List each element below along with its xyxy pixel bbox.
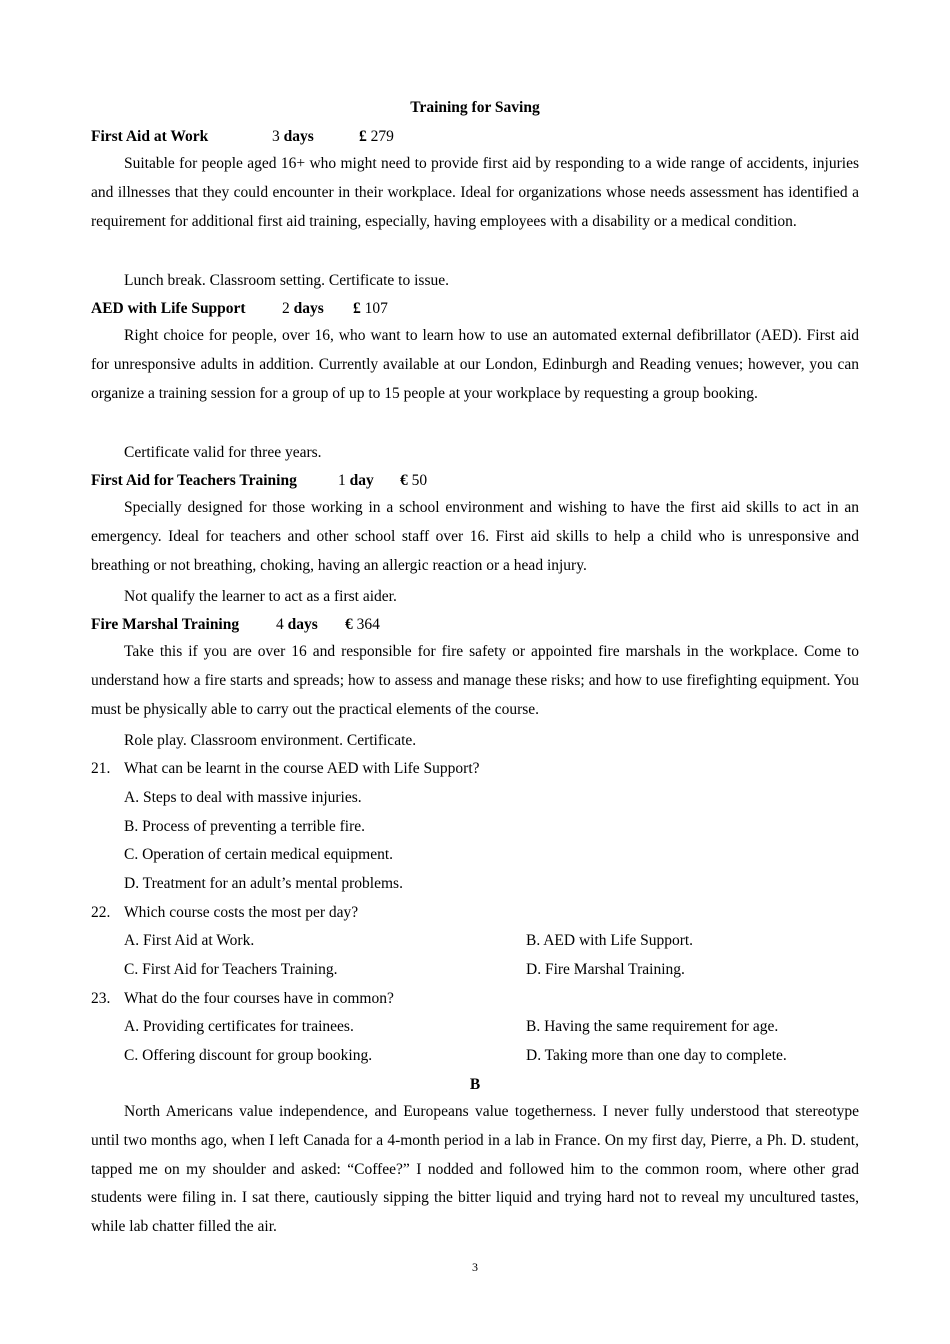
- course-days-label: days: [283, 128, 314, 145]
- course-days-number: 4: [276, 616, 284, 633]
- answer-option: A. Providing certificates for trainees.: [124, 1018, 354, 1035]
- course-name: First Aid at Work: [91, 128, 209, 145]
- passage-paragraph: North Americans value independence, and Europeans value togetherness. I never fully understood that stereotype until two months ago, when I left Canada for a 4-month period in a lab in France. On my first day, Pierre, a Ph. D. student, tapped me on my shoulder and asked: “Coffee?” I nodded and followed him to the common room, where other grad students were filing in. I sat there, cautiously sipping the bitter liquid and trying hard not to reveal my uncultured tastes, while lab chatter filled the air.: [91, 1103, 859, 1236]
- course-name: First Aid for Teachers Training: [91, 472, 297, 489]
- question-number: 21.: [91, 760, 111, 777]
- answer-option: B. Process of preventing a terrible fire.: [124, 818, 366, 835]
- course-description: Specially designed for those working in a school environment and wishing to have the first aid skills to act in an emergency. Ideal for teachers and other school staff over 16. First aid skills to help a child who is unresponsive and breathing or not breathing, choking, having an allergic reaction or a head injury.: [91, 499, 859, 574]
- course-header: [91, 126, 394, 148]
- course-name: AED with Life Support: [91, 300, 246, 317]
- course-header: [91, 470, 427, 492]
- question-number: 23.: [91, 990, 111, 1007]
- answer-option: A. Steps to deal with massive injuries.: [124, 789, 362, 806]
- answer-option: B. AED with Life Support.: [526, 932, 694, 949]
- course-note: Not qualify the learner to act as a first aider.: [124, 588, 397, 605]
- course-price: 50: [411, 472, 428, 489]
- course-days-label: days: [287, 616, 318, 633]
- course-price: 364: [356, 616, 380, 633]
- course-days-label: day: [349, 472, 374, 489]
- question-number: 22.: [91, 904, 111, 921]
- answer-option: A. First Aid at Work.: [124, 932, 255, 949]
- question-text: Which course costs the most per day?: [124, 904, 359, 921]
- course-name: Fire Marshal Training: [91, 616, 240, 633]
- course-note: Certificate valid for three years.: [124, 444, 322, 461]
- course-days-number: 1: [338, 472, 346, 489]
- course-note: Lunch break. Classroom setting. Certificate to issue.: [124, 272, 449, 289]
- course-header: [91, 614, 380, 636]
- currency-symbol: €: [400, 472, 408, 489]
- answer-option: C. Operation of certain medical equipment.: [124, 846, 394, 863]
- section-heading: B: [469, 1076, 481, 1093]
- question-text: What do the four courses have in common?: [124, 990, 394, 1007]
- answer-option: D. Fire Marshal Training.: [526, 961, 685, 978]
- course-header: [91, 298, 388, 320]
- answer-option: C. First Aid for Teachers Training.: [124, 961, 338, 978]
- course-note: Role play. Classroom environment. Certificate.: [124, 732, 417, 749]
- course-description: Right choice for people, over 16, who want to learn how to use an automated external defibrillator (AED). First aid for unresponsive adults in addition. Currently available at our London, Edinburgh and Reading venues; however, you can organize a training session for a group of up to 15 people at your workplace by requesting a group booking.: [91, 327, 859, 402]
- course-description: Take this if you are over 16 and responsible for fire safety or appointed fire marshals in the workplace. Come to understand how a fire starts and spreads; how to assess and manage these risks; and how to use firefighting equipment. You must be physically able to carry out the practical elements of the course.: [91, 643, 859, 718]
- course-price: 107: [364, 300, 388, 317]
- answer-option: D. Taking more than one day to complete.: [526, 1047, 787, 1064]
- course-price: 279: [370, 128, 394, 145]
- course-days-number: 2: [282, 300, 290, 317]
- page-title: Training for Saving: [410, 99, 540, 116]
- page-number: 3: [472, 1260, 478, 1274]
- answer-option: B. Having the same requirement for age.: [526, 1018, 779, 1035]
- currency-symbol: £: [353, 300, 361, 317]
- answer-option: C. Offering discount for group booking.: [124, 1047, 373, 1064]
- question-text: What can be learnt in the course AED with Life Support?: [124, 760, 480, 777]
- currency-symbol: £: [359, 128, 367, 145]
- course-description: Suitable for people aged 16+ who might need to provide first aid by responding to a wide range of accidents, injuries and illnesses that they could encounter in their workplace. Ideal for organizations whose needs assessment has identified a requirement for additional first aid training, especially, having employees with a disability or a medical condition.: [91, 155, 859, 230]
- currency-symbol: €: [345, 616, 353, 633]
- course-days-label: days: [293, 300, 324, 317]
- course-days-number: 3: [272, 128, 280, 145]
- answer-option: D. Treatment for an adult’s mental problems.: [124, 875, 403, 892]
